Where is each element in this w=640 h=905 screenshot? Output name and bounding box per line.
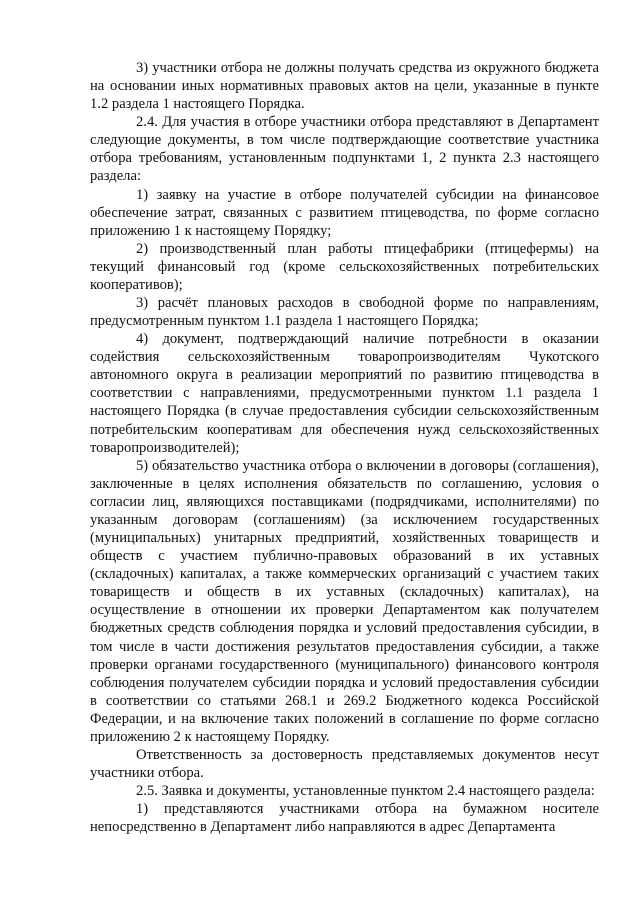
paragraph-responsibility: Ответственность за достоверность представляемых документов несут участники отбора.	[90, 746, 599, 782]
paragraph-item-3-expense-calculation: 3) расчёт плановых расходов в свободной форме по направлениям, предусмотренным пунктом 1.1 раздела 1 настоящего Порядка;	[90, 295, 599, 330]
document-page	[90, 59, 599, 836]
paragraph-item-3-eligibility: 3) участники отбора не должны получать средства из окружного бюджета на основании иных нормативных правовых актов на цели, указанные в пункте 1.2 раздела 1 настоящего Порядка.	[90, 60, 599, 113]
paragraph-item-4-need-document: 4) документ, подтверждающий наличие потребности в оказании содействия сельскохозяйственным товаропроизводителям Чукотского автономного округа в реализации мероприятий по развитию птицеводства в соответствии с направлениями, предусмотренными пунктом 1.1 раздела 1 настоящего Порядка (в случае предоставления субсидии сельскохозяйственным потребительским кооперативам для обеспечения нужд сельскохозяйственных товаропроизводителей);	[90, 331, 599, 456]
paragraph-item-2-production-plan: 2) производственный план работы птицефабрики (птицефермы) на текущий финансовый год (кроме сельскохозяйственных потребительских кооперативов);	[90, 240, 599, 293]
paragraph-clause-2-5: 2.5. Заявка и документы, установленные пунктом 2.4 настоящего раздела:	[136, 783, 595, 800]
paragraph-item-5-obligation: 5) обязательство участника отбора о включении в договоры (соглашения), заключенные в целях исполнения обязательств по соглашению, условия о согласии лиц, являющихся поставщиками (подрядчиками, исполнителями) по указанным договорам (соглашениям) (за исключением государственных (муниципальных) унитарных предприятий, хозяйственных товариществ и обществ с участием публично-правовых образований в их уставных (складочных) капиталах, а также коммерческих организаций с участием таких товариществ и обществ в их уставных (складочных) капиталах), на осуществление в отношении их проверки Департаментом как получателем бюджетных средств соблюдения порядка и условий предоставления субсидии, в том числе в части достижения результатов предоставления субсидии, а также проверки органами государственного (муниципального) финансового контроля соблюдения получателем субсидии порядка и условий предоставления субсидии в соответствии со статьями 268.1 и 269.2 Бюджетного кодекса Российской Федерации, и на включение таких положений в соглашение по форме согласно приложению 2 к настоящему Порядку.	[90, 457, 599, 745]
paragraph-clause-2-4: 2.4. Для участия в отборе участники отбора представляют в Департамент следующие документы, в том числе подтверждающие соответствие участника отбора требованиям, установленным подпунктами 1, 2 пункта 2.3 настоящего раздела:	[90, 114, 599, 185]
paragraph-item-1-application: 1) заявку на участие в отборе получателей субсидии на финансовое обеспечение затрат, связанных с развитием птицеводства, по форме согласно приложению 1 к настоящему Порядку;	[90, 186, 599, 239]
paragraph-item-1-submission: 1) представляются участниками отбора на бумажном носителе непосредственно в Департамент либо направляются в адрес Департамента	[90, 801, 599, 836]
